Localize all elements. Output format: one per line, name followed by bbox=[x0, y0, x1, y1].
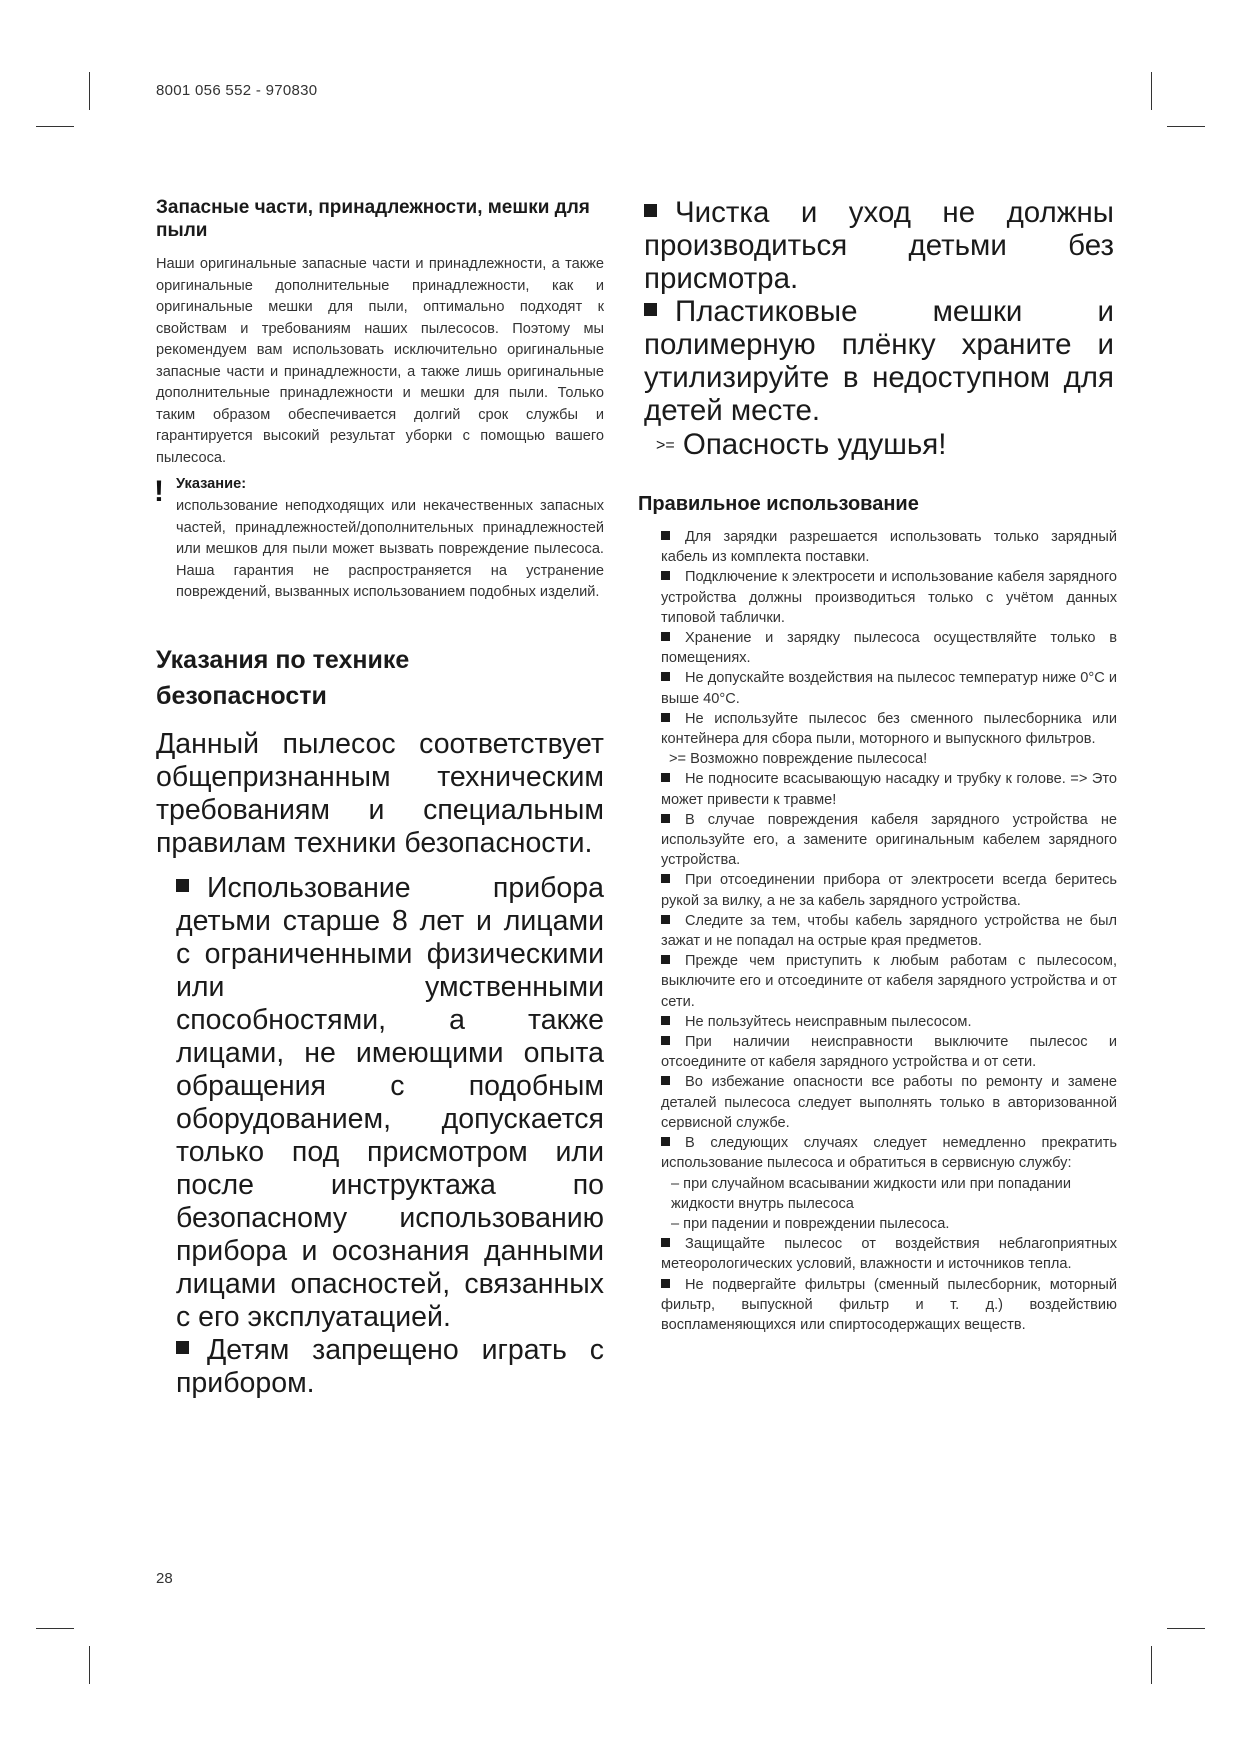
exclamation-icon: ! bbox=[154, 475, 164, 508]
notice-text: использование неподходящих или некачественных запасных частей, принадлежностей/дополнительных принадлежностей или мешков для пыли может вызвать повреждение пылесоса. Наша гарантия не распространяется на устранение повреждений, вызванных использованием подобных изделий. bbox=[176, 498, 604, 600]
proper-use-item-text: Хранение и зарядку пылесоса осуществляйте только в помещениях. bbox=[661, 630, 1117, 667]
square-bullet-icon bbox=[661, 1076, 670, 1085]
proper-use-item bbox=[661, 709, 1117, 749]
square-bullet-icon bbox=[661, 1016, 670, 1025]
safety-intro: Данный пылесос соответствует общепризнанным техническим требованиям и специальным правилам техники безопасности. bbox=[156, 727, 604, 859]
proper-use-item-text: Не используйте пылесос без сменного пылесборника или контейнера для сбора пыли, моторного и выпускного фильтров. bbox=[661, 710, 1117, 748]
proper-use-subitem: – при случайном всасывании жидкости или при попадании жидкости внутрь пылесоса bbox=[671, 1175, 1071, 1212]
page-number: 28 bbox=[156, 1570, 173, 1587]
large-safety-list bbox=[644, 196, 1114, 427]
proper-use-item bbox=[661, 1275, 1117, 1336]
proper-use-item-text: Не подвергайте фильтры (сменный пылесборник, моторный фильтр, выпускной фильтр и т. д.) воздействию воспламеняющихся или спиртосодержащих веществ. bbox=[661, 1276, 1117, 1333]
square-bullet-icon bbox=[661, 531, 670, 540]
proper-use-item-text: Во избежание опасности все работы по ремонту и замене деталей пылесоса следует выполнять только в авторизованной сервисной службе. bbox=[661, 1074, 1117, 1131]
proper-use-item bbox=[661, 951, 1117, 1012]
proper-use-item-text: Прежде чем приступить к любым работам с пылесосом, выключите его и отсоедините от кабеля зарядного устройства и от сети. bbox=[661, 953, 1117, 1010]
proper-use-item-text: Не пользуйтесь неисправным пылесосом. bbox=[685, 1013, 972, 1030]
crop-mark-top-right-horizontal bbox=[1167, 126, 1205, 127]
square-bullet-icon bbox=[644, 303, 657, 316]
square-bullet-icon bbox=[661, 1036, 670, 1045]
crop-mark-top-right-vertical bbox=[1151, 72, 1152, 110]
safety-item bbox=[176, 872, 604, 1334]
crop-mark-top-left-vertical bbox=[89, 72, 90, 110]
proper-use-item bbox=[661, 769, 1117, 809]
proper-use-item-text: В случае повреждения кабеля зарядного устройства не используйте его, а замените оригинальным кабелем зарядного устройства. bbox=[661, 811, 1117, 869]
spare-parts-section bbox=[156, 196, 604, 469]
crop-mark-bottom-left-vertical bbox=[89, 1646, 90, 1684]
proper-use-item bbox=[661, 668, 1117, 708]
proper-use-item bbox=[661, 1012, 1117, 1032]
proper-use-item-text: Подключение к электросети и использование кабеля зарядного устройства должны производиться только с учётом данных типовой таблички. bbox=[661, 569, 1117, 626]
proper-use-list bbox=[661, 527, 1117, 1335]
safety-item-text: Детям запрещено играть с прибором. bbox=[176, 1333, 604, 1399]
damage-warning: >= Возможно повреждение пылесоса! bbox=[669, 751, 928, 768]
proper-use-item bbox=[661, 911, 1117, 951]
crop-mark-top-left-horizontal bbox=[36, 126, 74, 127]
square-bullet-icon bbox=[661, 632, 670, 641]
square-bullet-icon bbox=[176, 1341, 189, 1354]
proper-use-title: Правильное использование bbox=[638, 493, 919, 515]
safety-title-line2: безопасности bbox=[156, 681, 327, 710]
proper-use-item-text: Не подносите всасывающую насадку и трубку к голове. => Это может привести к травме! bbox=[661, 771, 1117, 808]
notice-box bbox=[156, 475, 604, 604]
document-code: 8001 056 552 - 970830 bbox=[156, 82, 318, 99]
proper-use-item bbox=[661, 810, 1117, 871]
arrow-icon: >= bbox=[656, 437, 675, 454]
proper-use-item-text: В следующих случаях следует немедленно прекратить использование пылесоса и обратиться в сервисную службу: bbox=[661, 1135, 1117, 1172]
proper-use-item bbox=[661, 870, 1117, 910]
proper-use-item-text: Для зарядки разрешается использовать только зарядный кабель из комплекта поставки. bbox=[661, 529, 1117, 566]
suffocation-warning-text: Опасность удушья! bbox=[682, 428, 947, 461]
proper-use-item-text: Защищайте пылесос от воздействия неблагоприятных метеорологических условий, влажности и источников тепла. bbox=[661, 1236, 1117, 1273]
proper-use-item bbox=[661, 1032, 1117, 1072]
square-bullet-icon bbox=[661, 1238, 670, 1247]
crop-mark-bottom-right-horizontal bbox=[1167, 1628, 1205, 1629]
safety-title-line1: Указания по технике bbox=[156, 645, 410, 674]
proper-use-item-text: При наличии неисправности выключите пылесос и отсоедините от кабеля зарядного устройства и от сети. bbox=[661, 1034, 1117, 1071]
suffocation-warning bbox=[656, 427, 1114, 463]
crop-mark-bottom-left-horizontal bbox=[36, 1628, 74, 1629]
safety-title bbox=[156, 642, 604, 714]
square-bullet-icon bbox=[661, 773, 670, 782]
right-column bbox=[638, 196, 1117, 1335]
square-bullet-icon bbox=[661, 874, 670, 883]
square-bullet-icon bbox=[661, 571, 670, 580]
large-safety-item bbox=[644, 196, 1114, 295]
square-bullet-icon bbox=[661, 955, 670, 964]
square-bullet-icon bbox=[176, 879, 189, 892]
crop-mark-bottom-right-vertical bbox=[1151, 1646, 1152, 1684]
spare-parts-title: Запасные части, принадлежности, мешки для пыли bbox=[156, 197, 590, 241]
proper-use-item bbox=[661, 567, 1117, 628]
spare-parts-body: Наши оригинальные запасные части и принадлежности, а также оригинальные дополнительные принадлежности, как и оригинальные мешки для пыли, оптимально подходят к свойствам и требованиям наших пылесосов. Поэтому мы рекомендуем вам использовать исключительно оригинальные запасные части и принадлежности, а также лишь оригинальные дополнительные принадлежности и мешки для пыли. Только таким образом обеспечивается долгий срок службы и гарантируется высокий результат уборки с помощью вашего пылесоса. bbox=[156, 256, 604, 466]
safety-item-text: Использование прибора детьми старше 8 лет и лицами с ограниченными физическими или умственными способностями, а также лицами, не имеющими опыта обращения с подобным оборудованием, допускается только под присмотром или после инструктажа по безопасному использованию прибора и осознания данными лицами опасностей, связанных с его эксплуатацией. bbox=[176, 871, 604, 1333]
safety-list bbox=[176, 872, 604, 1400]
safety-section bbox=[156, 642, 604, 1400]
proper-use-item bbox=[661, 1133, 1117, 1173]
large-safety-item bbox=[644, 295, 1114, 427]
square-bullet-icon bbox=[661, 915, 670, 924]
proper-use-item bbox=[661, 527, 1117, 567]
left-column bbox=[156, 196, 604, 1400]
proper-use-item-text: Не допускайте воздействия на пылесос температур ниже 0°С и выше 40°С. bbox=[661, 670, 1117, 707]
proper-use-item-text: При отсоединении прибора от электросети всегда беритесь рукой за вилку, а не за кабель зарядного устройства. bbox=[661, 872, 1117, 909]
square-bullet-icon bbox=[661, 672, 670, 681]
notice-title: Указание: bbox=[176, 476, 247, 492]
square-bullet-icon bbox=[661, 713, 670, 722]
proper-use-item bbox=[661, 1072, 1117, 1133]
proper-use-item bbox=[661, 1234, 1117, 1274]
square-bullet-icon bbox=[661, 1137, 670, 1146]
proper-use-item-text: Следите за тем, чтобы кабель зарядного устройства не был зажат и не попадал на острые края предметов. bbox=[661, 912, 1117, 950]
square-bullet-icon bbox=[661, 1279, 670, 1288]
large-safety-item-text: Чистка и уход не должны производиться детьми без присмотра. bbox=[644, 196, 1114, 295]
proper-use-subitem: – при падении и повреждении пылесоса. bbox=[671, 1215, 950, 1232]
proper-use-item bbox=[661, 628, 1117, 668]
large-safety-item-text: Пластиковые мешки и полимерную плёнку храните и утилизируйте в недоступном для детей месте. bbox=[644, 295, 1114, 427]
square-bullet-icon bbox=[644, 204, 657, 217]
square-bullet-icon bbox=[661, 814, 670, 823]
safety-item bbox=[176, 1334, 604, 1400]
